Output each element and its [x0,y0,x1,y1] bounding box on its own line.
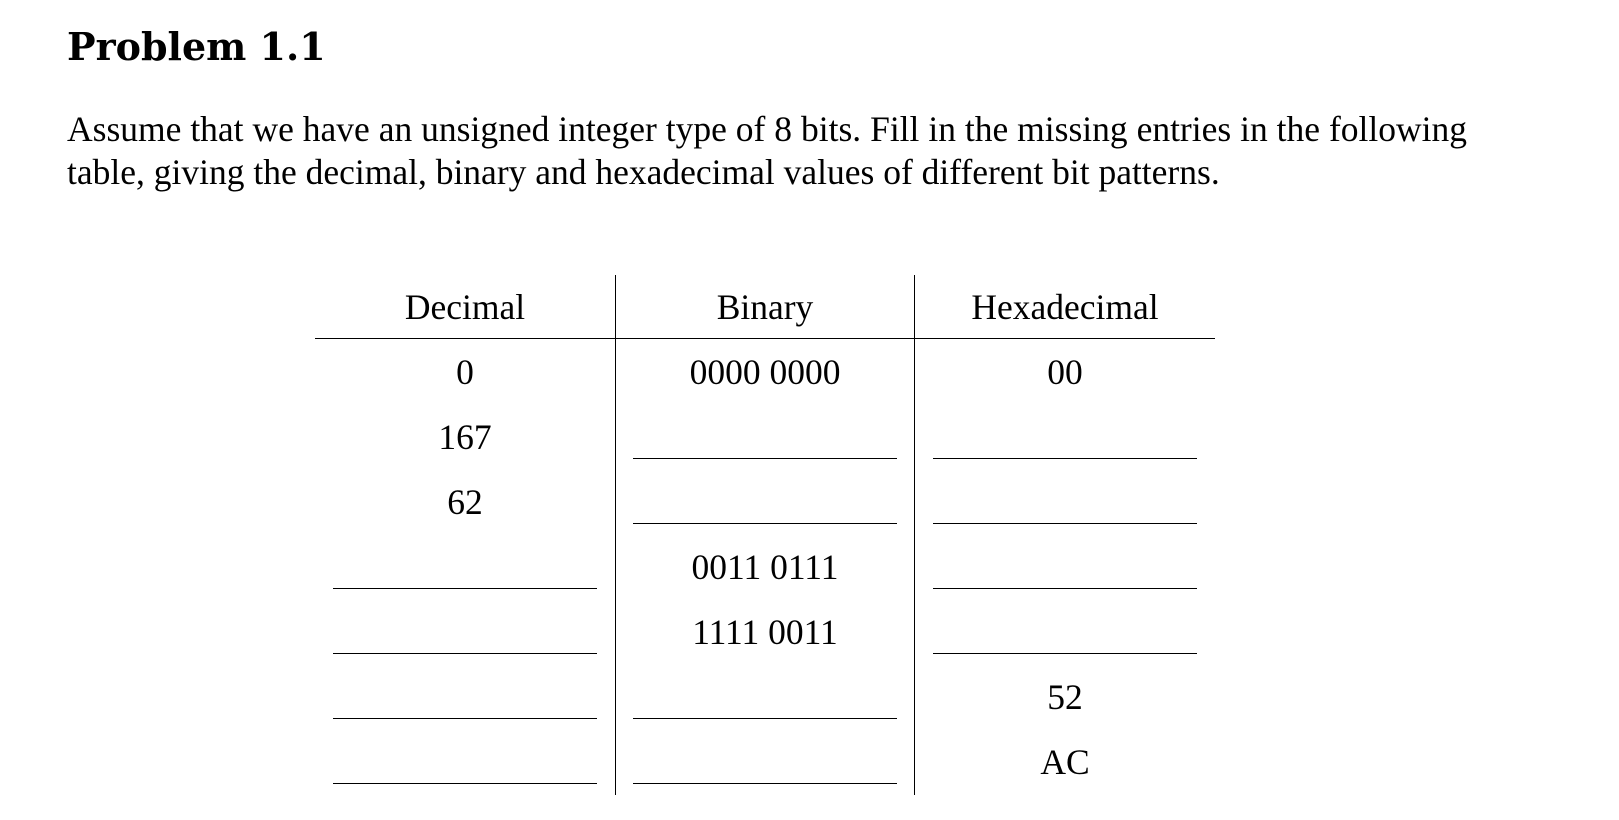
column-header-decimal: Decimal [404,287,526,327]
column-header-binary: Binary [716,287,814,327]
answer-blank-hexadecimal[interactable] [933,523,1197,524]
problem-statement: Assume that we have an unsigned integer type of 8 bits. Fill in the missing entries in the following table, giving the decimal, binary and hexadecimal values of different bit patterns. [67,109,1467,192]
problem-title: Problem 1.1 [67,24,326,69]
answer-blank-hexadecimal[interactable] [933,653,1197,654]
column-header-hexadecimal: Hexadecimal [971,287,1159,327]
answer-blank-decimal[interactable] [333,783,597,784]
answer-blank-decimal[interactable] [333,588,597,589]
answer-blank-binary[interactable] [633,523,897,524]
cell-hexadecimal-value: 52 [1047,677,1083,717]
answer-blank-decimal[interactable] [333,653,597,654]
cell-decimal-value: 0 [456,352,474,392]
cell-binary-value: 0011 0111 [691,547,839,587]
cell-binary-value: 0000 0000 [689,352,841,392]
cell-decimal-value: 167 [438,417,492,457]
cell-hexadecimal-value: AC [1040,742,1090,782]
answer-blank-hexadecimal[interactable] [933,458,1197,459]
header-rule [315,338,1215,339]
answer-blank-binary[interactable] [633,718,897,719]
cell-binary-value: 1111 0011 [692,612,838,652]
cell-hexadecimal-value: 00 [1047,352,1083,392]
answer-blank-decimal[interactable] [333,718,597,719]
cell-decimal-value: 62 [447,482,483,522]
answer-blank-binary[interactable] [633,783,897,784]
answer-blank-binary[interactable] [633,458,897,459]
answer-blank-hexadecimal[interactable] [933,588,1197,589]
